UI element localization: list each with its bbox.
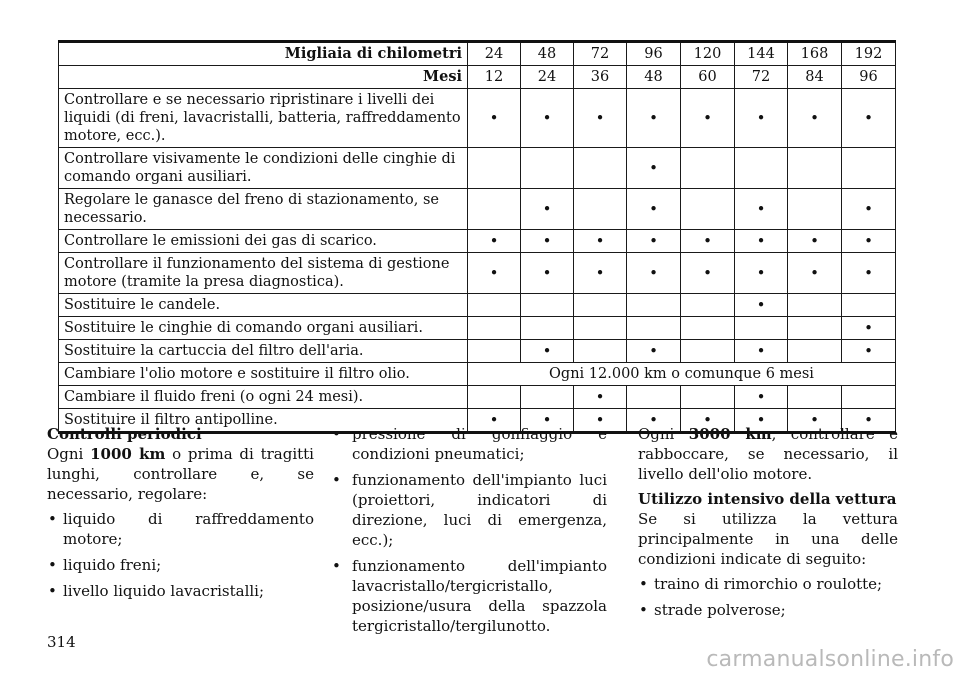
bullet-dot-icon: •	[649, 159, 658, 177]
task-cell: Sostituire il filtro antipolline.	[59, 409, 468, 433]
scheduled-dot-cell	[735, 340, 788, 363]
list-item	[330, 424, 607, 464]
bullet-dot-icon: •	[703, 232, 712, 250]
km-value: 192	[842, 42, 896, 66]
scheduled-dot-cell	[735, 294, 788, 317]
empty-cell	[681, 148, 735, 189]
list-item-text: funzionamento dell'impianto lavacristallo/tergicristallo, posizione/usura della spazzola tergicristallo/tergilunotto.	[352, 557, 607, 635]
task-cell: Regolare le ganasce del freno di stazionamento, se necessario.	[59, 189, 468, 230]
bullet-icon: •	[48, 556, 57, 574]
list-item-text: livello liquido lavacristalli;	[63, 582, 265, 600]
bullet-dot-icon: •	[542, 342, 552, 360]
bullet-dot-icon: •	[489, 232, 499, 250]
bullet-dot-icon: •	[864, 200, 873, 218]
months-value: 60	[681, 66, 735, 89]
scheduled-dot-cell	[627, 253, 681, 294]
header-row-months	[59, 66, 896, 89]
months-value: 24	[521, 66, 574, 89]
bullet-dot-icon: •	[595, 264, 605, 282]
bullet-dot-icon: •	[649, 200, 658, 218]
scheduled-dot-cell	[681, 230, 735, 253]
bullet-dot-icon: •	[756, 264, 766, 282]
bullet-dot-icon: •	[649, 109, 658, 127]
bullet-dot-icon: •	[649, 264, 658, 282]
list-item	[47, 555, 314, 575]
table-row	[59, 89, 896, 148]
table-row	[59, 253, 896, 294]
bullet-dot-icon: •	[810, 264, 819, 282]
empty-cell	[468, 386, 521, 409]
task-cell: Controllare il funzionamento del sistema di gestione motore (tramite la presa diagnostica).	[59, 253, 468, 294]
table-row	[59, 189, 896, 230]
empty-cell	[735, 317, 788, 340]
intro-text: o prima di tragitti lunghi, controllare e, se necessario, regolare:	[47, 445, 314, 503]
table-row	[59, 294, 896, 317]
empty-cell	[468, 189, 521, 230]
list-item-text: strade polverose;	[654, 601, 786, 619]
intro-paragraph-3000km	[638, 424, 898, 484]
scheduled-dot-cell	[574, 89, 627, 148]
scheduled-dot-cell	[468, 89, 521, 148]
list-item-text: liquido di raffreddamento motore;	[63, 510, 314, 548]
empty-cell	[681, 340, 735, 363]
empty-cell	[788, 317, 842, 340]
scheduled-dot-cell	[788, 253, 842, 294]
bullet-dot-icon: •	[864, 109, 873, 127]
bullet-dot-icon: •	[756, 200, 766, 218]
empty-cell	[468, 340, 521, 363]
bullet-dot-icon: •	[489, 264, 499, 282]
task-cell: Cambiare l'olio motore e sostituire il filtro olio.	[59, 363, 468, 386]
checklist-right	[638, 574, 898, 620]
scheduled-dot-cell	[627, 340, 681, 363]
maintenance-table-body	[59, 42, 896, 433]
bullet-dot-icon: •	[703, 411, 712, 429]
bullet-dot-icon: •	[489, 411, 499, 429]
km-value: 48	[521, 42, 574, 66]
scheduled-dot-cell	[681, 89, 735, 148]
header-months-label: Mesi	[59, 66, 468, 89]
empty-cell	[574, 294, 627, 317]
empty-cell	[574, 189, 627, 230]
empty-cell	[788, 294, 842, 317]
bullet-dot-icon: •	[542, 200, 552, 218]
header-km-label: Migliaia di chilometri	[59, 42, 468, 66]
scheduled-dot-cell	[735, 230, 788, 253]
scheduled-dot-cell	[468, 253, 521, 294]
bullet-icon: •	[332, 425, 341, 443]
months-value: 48	[627, 66, 681, 89]
bullet-icon: •	[332, 557, 341, 575]
bullet-icon: •	[48, 510, 57, 528]
scheduled-dot-cell	[627, 189, 681, 230]
bullet-dot-icon: •	[489, 109, 499, 127]
task-cell: Controllare le emissioni dei gas di scarico.	[59, 230, 468, 253]
scheduled-dot-cell	[574, 386, 627, 409]
section-heading-periodic-checks: Controlli periodici	[47, 425, 202, 443]
empty-cell	[468, 294, 521, 317]
empty-cell	[468, 317, 521, 340]
list-item	[47, 509, 314, 549]
task-cell: Sostituire le candele.	[59, 294, 468, 317]
km-value: 120	[681, 42, 735, 66]
scheduled-dot-cell	[521, 253, 574, 294]
bullet-dot-icon: •	[649, 411, 658, 429]
bullet-icon: •	[332, 471, 341, 489]
empty-cell	[627, 317, 681, 340]
km-value: 96	[627, 42, 681, 66]
empty-cell	[521, 386, 574, 409]
empty-cell	[681, 189, 735, 230]
bullet-dot-icon: •	[810, 109, 819, 127]
task-cell: Cambiare il fluido freni (o ogni 24 mesi).	[59, 386, 468, 409]
empty-cell	[521, 294, 574, 317]
scheduled-dot-cell	[735, 386, 788, 409]
scheduled-dot-cell	[842, 253, 896, 294]
bullet-dot-icon: •	[595, 109, 605, 127]
checklist-left	[47, 509, 314, 601]
scheduled-dot-cell	[521, 230, 574, 253]
bullet-dot-icon: •	[649, 232, 658, 250]
scheduled-dot-cell	[627, 148, 681, 189]
bullet-dot-icon: •	[864, 232, 873, 250]
column-left	[47, 424, 314, 607]
empty-cell	[627, 386, 681, 409]
bullet-dot-icon: •	[864, 264, 873, 282]
table-row	[59, 230, 896, 253]
bullet-icon: •	[639, 601, 648, 619]
intensive-use-paragraph: Se si utilizza la vettura principalmente in una delle condizioni indicate di seguito:	[638, 510, 898, 568]
bullet-dot-icon: •	[595, 232, 605, 250]
table-row	[59, 386, 896, 409]
empty-cell	[681, 317, 735, 340]
empty-cell	[788, 189, 842, 230]
list-item-text: traino di rimorchio o roulotte;	[654, 575, 883, 593]
interval-note-cell: Ogni 12.000 km o comunque 6 mesi	[468, 363, 896, 386]
intro-paragraph-1000km	[47, 444, 314, 504]
months-value: 12	[468, 66, 521, 89]
empty-cell	[842, 386, 896, 409]
bullet-dot-icon: •	[756, 342, 766, 360]
scheduled-dot-cell	[627, 230, 681, 253]
empty-cell	[788, 386, 842, 409]
scheduled-dot-cell	[521, 89, 574, 148]
empty-cell	[788, 340, 842, 363]
empty-cell	[468, 148, 521, 189]
empty-cell	[574, 148, 627, 189]
scheduled-dot-cell	[788, 89, 842, 148]
scheduled-dot-cell	[468, 230, 521, 253]
bullet-dot-icon: •	[542, 232, 552, 250]
scheduled-dot-cell	[842, 340, 896, 363]
maintenance-table	[58, 40, 896, 434]
months-value: 72	[735, 66, 788, 89]
intro-bold: 1000 km	[90, 445, 166, 463]
scheduled-dot-cell	[842, 317, 896, 340]
section-heading-intensive-use: Utilizzo intensivo della vettura	[638, 490, 897, 508]
bullet-dot-icon: •	[756, 296, 766, 314]
km-value: 72	[574, 42, 627, 66]
bullet-dot-icon: •	[810, 411, 819, 429]
empty-cell	[788, 148, 842, 189]
scheduled-dot-cell	[735, 89, 788, 148]
task-cell: Sostituire la cartuccia del filtro dell'aria.	[59, 340, 468, 363]
empty-cell	[681, 386, 735, 409]
checklist-middle	[330, 424, 607, 636]
bullet-dot-icon: •	[756, 411, 766, 429]
empty-cell	[842, 294, 896, 317]
scheduled-dot-cell	[681, 253, 735, 294]
column-middle	[330, 424, 607, 642]
bullet-dot-icon: •	[756, 109, 766, 127]
bullet-dot-icon: •	[595, 411, 605, 429]
scheduled-dot-cell	[521, 189, 574, 230]
bullet-dot-icon: •	[810, 232, 819, 250]
scheduled-dot-cell	[842, 89, 896, 148]
column-right	[638, 424, 898, 626]
list-item	[330, 470, 607, 550]
bullet-dot-icon: •	[542, 109, 552, 127]
km-value: 144	[735, 42, 788, 66]
scheduled-dot-cell	[735, 253, 788, 294]
empty-cell	[521, 148, 574, 189]
scheduled-dot-cell	[788, 230, 842, 253]
empty-cell	[627, 294, 681, 317]
bullet-dot-icon: •	[864, 342, 873, 360]
list-item-text: liquido freni;	[63, 556, 162, 574]
scheduled-dot-cell	[842, 189, 896, 230]
bullet-dot-icon: •	[595, 388, 605, 406]
empty-cell	[574, 340, 627, 363]
empty-cell	[681, 294, 735, 317]
list-item	[330, 556, 607, 636]
page-number: 314	[47, 633, 76, 651]
months-value: 36	[574, 66, 627, 89]
bullet-dot-icon: •	[542, 411, 552, 429]
scheduled-dot-cell	[627, 89, 681, 148]
table-row	[59, 340, 896, 363]
task-cell: Controllare visivamente le condizioni delle cinghie di comando organi ausiliari.	[59, 148, 468, 189]
scheduled-dot-cell	[574, 253, 627, 294]
bullet-icon: •	[48, 582, 57, 600]
intro-text: Ogni	[47, 445, 91, 463]
table-row	[59, 317, 896, 340]
list-item-text: pressione di gonfiaggio e condizioni pneumatici;	[352, 425, 607, 463]
scheduled-dot-cell	[842, 230, 896, 253]
empty-cell	[842, 148, 896, 189]
intro-text: , controllare e rabboccare, se necessario, il livello dell'olio motore.	[638, 425, 898, 483]
bullet-dot-icon: •	[864, 319, 873, 337]
bullet-dot-icon: •	[756, 388, 766, 406]
intro-text: Ogni	[638, 425, 689, 443]
bullet-dot-icon: •	[649, 342, 658, 360]
list-item	[638, 574, 898, 594]
list-item	[47, 581, 314, 601]
scheduled-dot-cell	[574, 230, 627, 253]
bullet-dot-icon: •	[864, 411, 873, 429]
table-row	[59, 363, 896, 386]
task-cell: Controllare e se necessario ripristinare i livelli dei liquidi (di freni, lavacristalli, batteria, raffreddamento motore, ecc.).	[59, 89, 468, 148]
km-value: 168	[788, 42, 842, 66]
months-value: 84	[788, 66, 842, 89]
bullet-dot-icon: •	[703, 109, 712, 127]
scheduled-dot-cell	[521, 340, 574, 363]
list-item-text: funzionamento dell'impianto luci (proiettori, indicatori di direzione, luci di emergenza, ecc.);	[352, 471, 607, 549]
bullet-dot-icon: •	[542, 264, 552, 282]
task-cell: Sostituire le cinghie di comando organi ausiliari.	[59, 317, 468, 340]
watermark: carmanualsonline.info	[706, 647, 954, 672]
header-row-km	[59, 42, 896, 66]
intro-bold: 3000 km	[688, 425, 772, 443]
scheduled-dot-cell	[735, 189, 788, 230]
bullet-icon: •	[639, 575, 648, 593]
empty-cell	[574, 317, 627, 340]
empty-cell	[521, 317, 574, 340]
bullet-dot-icon: •	[703, 264, 712, 282]
empty-cell	[735, 148, 788, 189]
months-value: 96	[842, 66, 896, 89]
table-row	[59, 148, 896, 189]
list-item	[638, 600, 898, 620]
km-value: 24	[468, 42, 521, 66]
bullet-dot-icon: •	[756, 232, 766, 250]
